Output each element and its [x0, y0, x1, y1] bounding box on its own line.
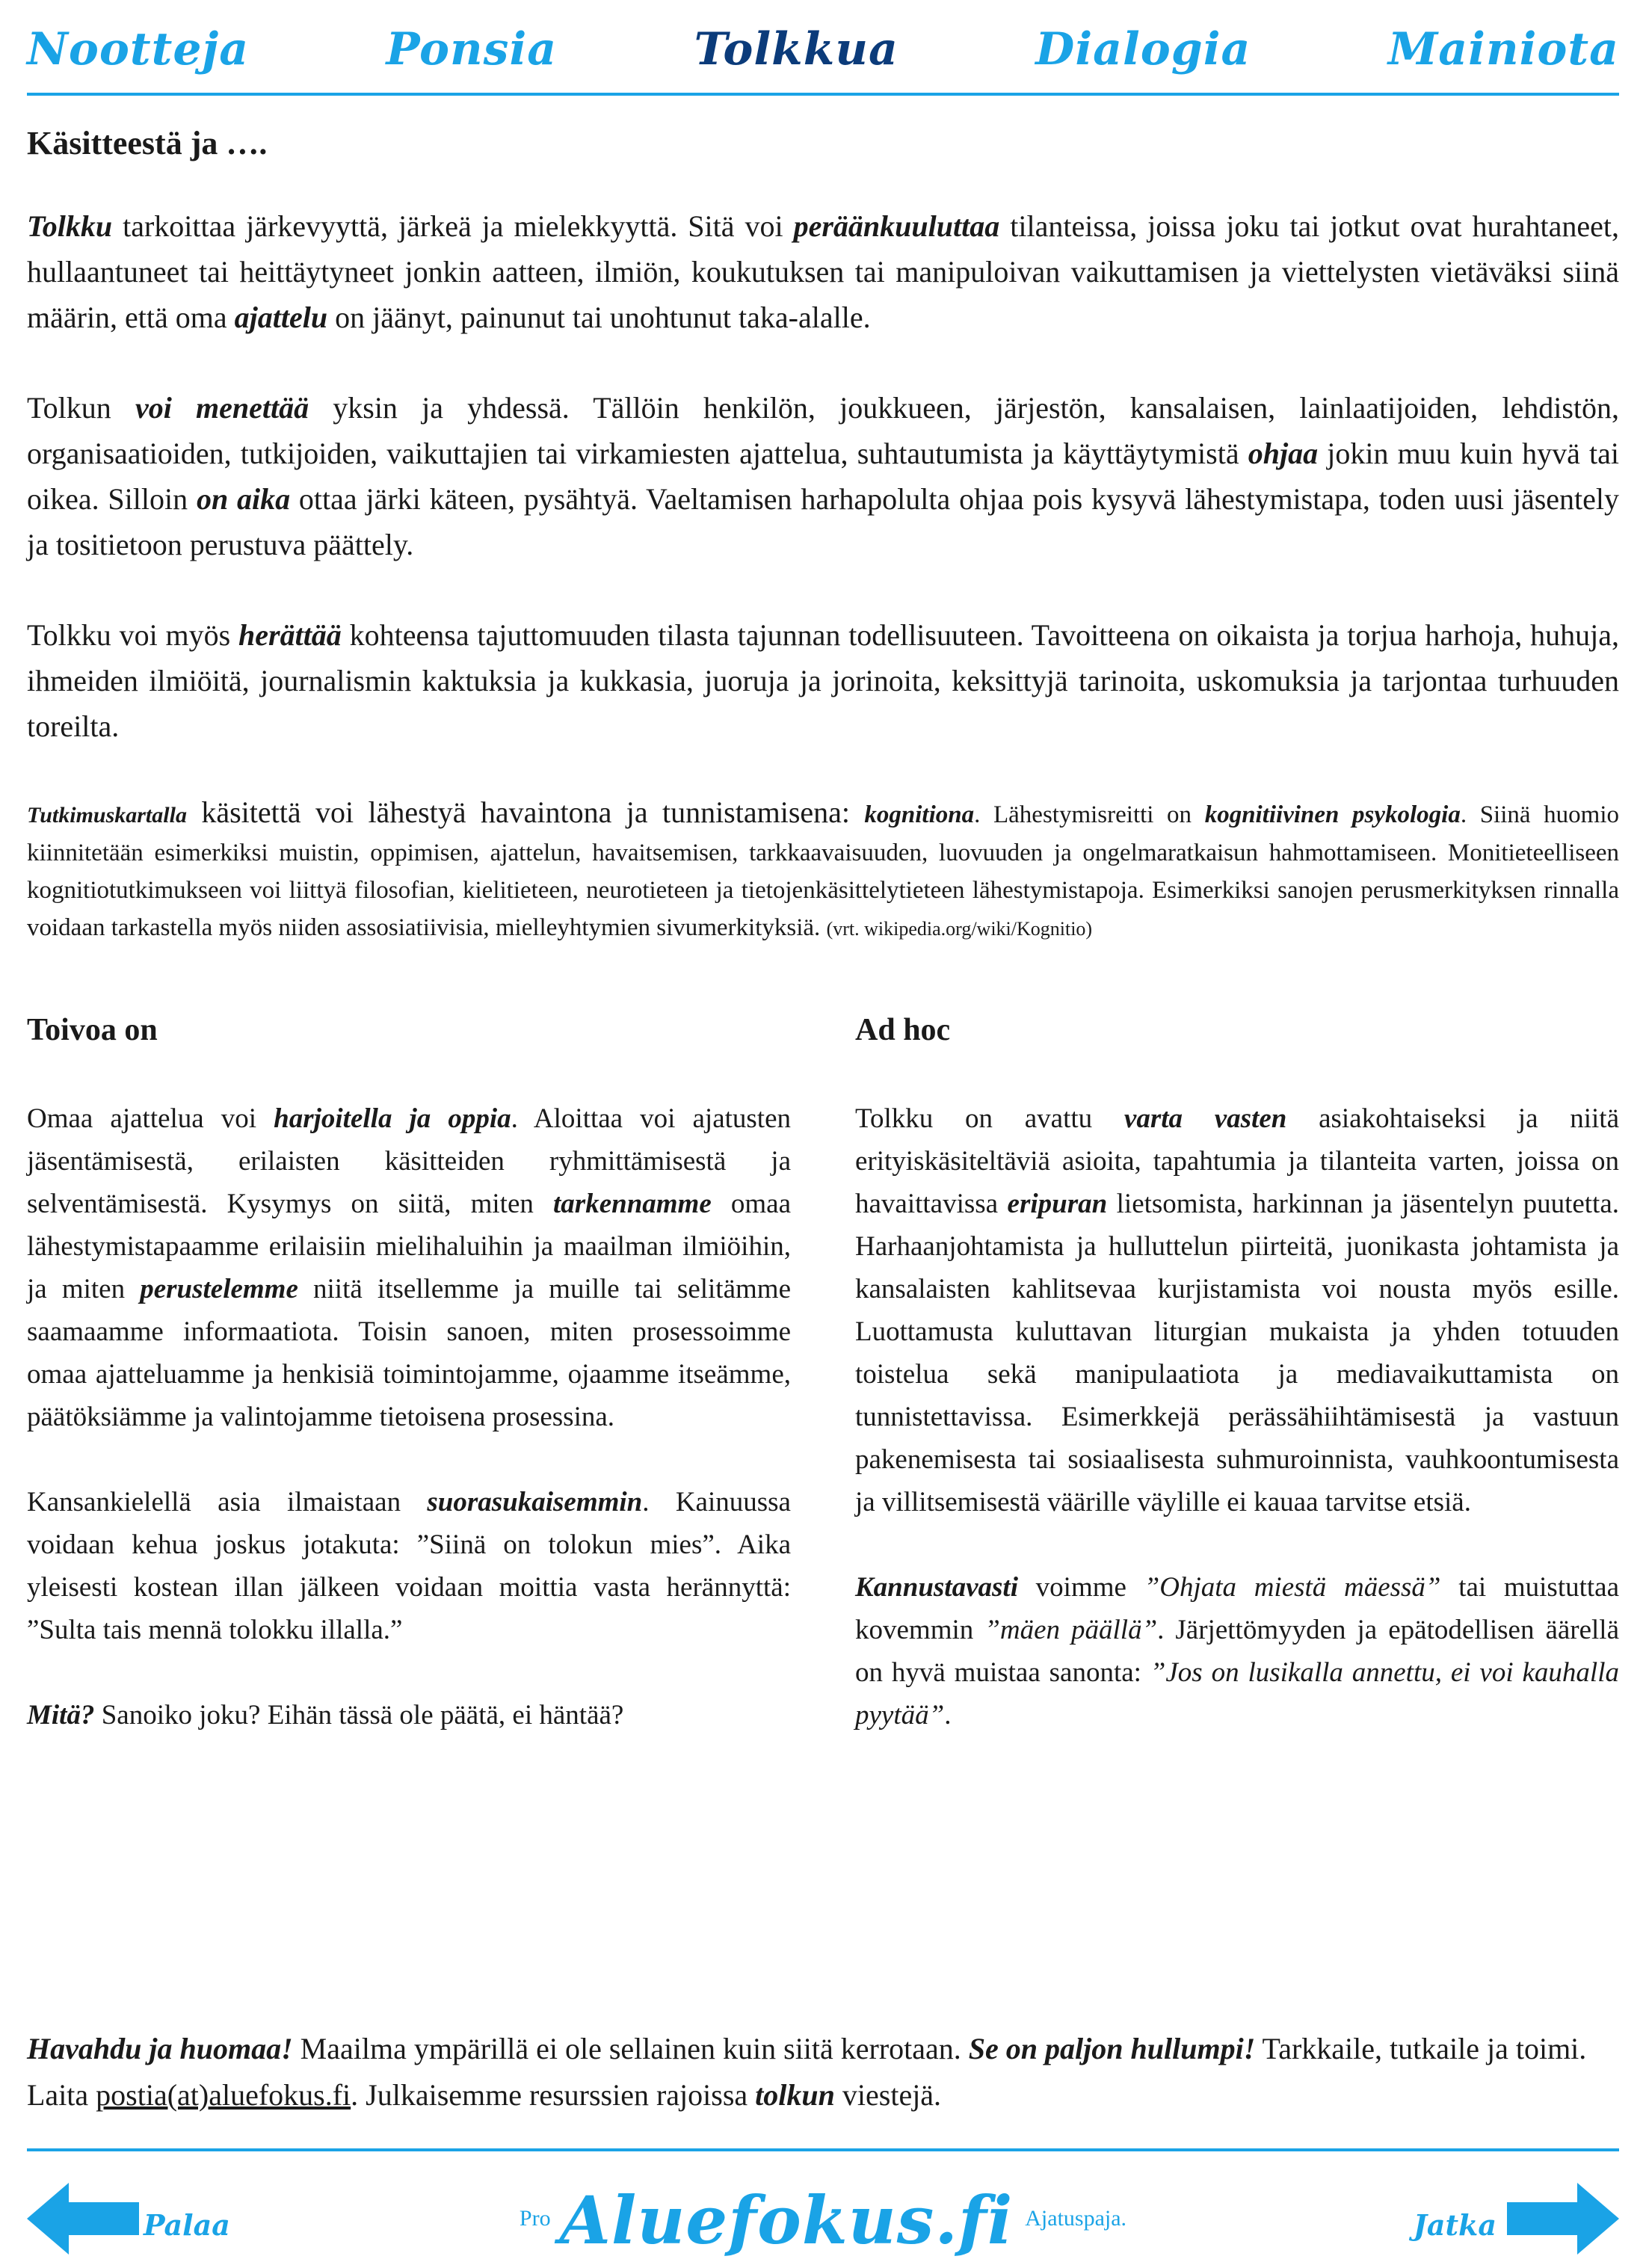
intro-paragraph-2 [27, 385, 1619, 567]
emphasis: Se on paljon hullumpi! [968, 2032, 1256, 2065]
text-span: . Siinä huomio kiinnitetään esimerkiksi muistin, oppimisen, ajattelun, havaitsemisen, tarkkaavaisuuden, luovuuden ja ongelmaratkaisun hahmottamiseen. Monitieteelliseen kognitiotutkimukseen voi liittyä filosofian, kielitieteen, neurotieteen ja tietojenkäsittelytieteen lähestymistapoja. Esimerkiksi sanojen perusmerkityksen rinnalla voidaan tarkastella myös niiden assosiatiivisia, mielleyhtymien sivumerkityksiä. [27, 801, 1619, 941]
email-link[interactable]: postia(at)aluefokus.fi [96, 2078, 351, 2112]
text-span: niitä itsellemme ja muille tai selitämme saamaamme informaatiota. Toisin sanoen, miten prosessoimme omaa ajatteluamme ja henkisiä toimintojamme, ojaamme itseämme, päätöksiämme ja valintojamme tietoisena prosessina. [27, 1274, 791, 1432]
text-span: yksin ja yhdessä. Tällöin henkilön, joukkueen, järjestön, kansalaisen, lainlaatijoiden, lehdistön, organisaatioiden, tutkijoiden, vaikuttajien tai virkamiesten ajattelua, suhtautumista ja käyttäytymistä [27, 391, 1619, 470]
text-span: Kansankielellä asia ilmaistaan [27, 1487, 428, 1517]
text-span: käsitettä voi lähestyä havaintona ja tunnistamisena: [186, 795, 865, 829]
emphasis: herättää [238, 618, 342, 652]
text-span: lietsomista, harkinnan ja jäsentelyn puutetta. Harhaanjohtamista ja hulluttelun piirteitä, juonikasta johtamista ja kansalaisten kahlitsevaa kurjistamista voi nousta myös esille. Luottamusta kuluttavan liturgian mukaista ja yhden totuuden toistelua sekä manipulaatiota ja mediavaikuttamista on tunnistettavissa. Esimerkkejä perässähiihtämisestä ja vastuun pakenemisesta tai sosiaalisesta suhmuroinnista, vauhkoontumisesta ja villitsemisestä väärille väylille ei kauaa tarvitse etsiä. [855, 1189, 1619, 1517]
right-column [855, 1009, 1619, 1737]
text-span: tarkoittaa järkevyyttä, järkeä ja mielekkyyttä. Sitä voi [112, 209, 794, 243]
text-span: Tolkku on avattu [855, 1103, 1124, 1134]
right-paragraph-2 [855, 1566, 1619, 1737]
intro-paragraph-3 [27, 612, 1619, 749]
top-nav [27, 19, 1619, 79]
text-span: . Lähestymisreitti on [974, 801, 1205, 828]
text-span: . Kainuussa voidaan kehua joskus jotakuta: ”Siinä on tolokun mies”. Aika yleisesti kostean illan jälkeen voidaan moittia vasta herännyttä: ”Sulta tais mennä tolokku illalla.” [27, 1487, 791, 1645]
nav-item-mainiota[interactable]: Mainiota [1387, 23, 1619, 76]
nav-item-nootteja[interactable]: Nootteja [27, 23, 250, 76]
back-link[interactable]: Palaa [144, 2208, 230, 2242]
left-paragraph-1 [27, 1097, 791, 1438]
emphasis: varta vasten [1123, 1103, 1287, 1134]
nav-item-tolkkua[interactable]: Tolkkua [694, 23, 898, 76]
emphasis: ohjaa [1248, 437, 1319, 470]
research-paragraph [27, 794, 1619, 948]
emphasis: Havahdu ja huomaa! [27, 2032, 293, 2065]
emphasis: Mitä? [27, 1700, 95, 1731]
text-span: viestejä. [834, 2078, 942, 2112]
page-title: Käsitteestä ja …. [27, 125, 268, 161]
emphasis: tarkennamme [553, 1189, 712, 1219]
text-span: voimme [1017, 1572, 1144, 1603]
text-span: Tolkku voi myös [27, 618, 239, 652]
emphasis: peräänkuuluttaa [793, 209, 1000, 243]
two-columns [27, 1009, 1619, 1737]
emphasis: Tutkimuskartalla [27, 803, 187, 828]
quote: ”Ohjata miestä mäessä” [1144, 1572, 1441, 1603]
quote: ”Jos on lusikalla annettu, ei voi kauhalla pyytää” [855, 1657, 1619, 1731]
emphasis: perustelemme [140, 1274, 298, 1304]
bottom-nav [27, 2181, 1619, 2259]
emphasis: ajattelu [234, 301, 328, 334]
text-span: . Aloittaa voi ajatusten jäsentämisestä, erilaisten käsitteiden ryhmittämisestä ja selventämisestä. Kysymys on siitä, miten [27, 1103, 792, 1219]
left-column-heading: Toivoa on [27, 1013, 158, 1047]
top-divider [27, 93, 1619, 96]
right-column-heading: Ad hoc [855, 1013, 951, 1047]
brand-pro: Pro [519, 2206, 551, 2231]
logo[interactable]: Aluefokus.fi [559, 2181, 1014, 2259]
text-span: kohteensa tajuttomuuden tilasta tajunnan todellisuuteen. Tavoitteena on oikaista ja torjua harhoja, huhuja, ihmeiden ilmiöitä, journalismin kaktuksia ja kukkasia, juoruja ja jorinoita, keksittyjä tarinoita, uskomuksia ja tarjontaa turhuuden toreilta. [27, 618, 1619, 743]
left-paragraph-3 [27, 1694, 791, 1737]
emphasis: eripuran [1007, 1189, 1108, 1219]
intro-paragraph-1 [27, 203, 1619, 340]
emphasis: Kannustavasti [855, 1572, 1018, 1603]
text-span: jokin muu kuin hyvä tai oikea. Silloin [27, 437, 1620, 516]
quote: ”mäen päällä” [984, 1615, 1158, 1645]
text-span: Maailma ympärillä ei ole sellainen kuin siitä kerrotaan. [292, 2032, 969, 2065]
text-span: . [944, 1700, 952, 1731]
brand [27, 2181, 1619, 2259]
text-span: . Julkaisemme resurssien rajoissa [351, 2078, 756, 2112]
right-paragraph-1 [855, 1097, 1619, 1523]
emphasis: voi menettää [135, 391, 309, 425]
reference: (vrt. wikipedia.org/wiki/Kognitio) [826, 918, 1093, 940]
text-span: Sanoiko joku? Eihän tässä ole päätä, ei häntää? [94, 1700, 624, 1731]
text-span: tai muistuttaa kovemmin [855, 1572, 1620, 1645]
bottom-divider [27, 2148, 1619, 2151]
text-span: Tarkkaile, tutkaile ja toimi. Laita [27, 2032, 1587, 2112]
emphasis: on aika [196, 482, 291, 516]
text-span: Omaa ajattelua voi [27, 1103, 274, 1134]
nav-item-ponsia[interactable]: Ponsia [386, 23, 558, 76]
text-span: ottaa järki käteen, pysähtyä. Vaeltamisen harhapolulta ohjaa pois kysyvä lähestymistapa, toden uusi jäsentely ja tositietoon perustuva päättely. [27, 482, 1619, 561]
brand-tagline: Ajatuspaja. [1025, 2206, 1127, 2231]
text-span: tilanteissa, joissa joku tai jotkut ovat hurahtaneet, hullaantuneet tai heittäytyneet jonkin aatteen, ilmiön, koukutuksen tai manipuloivan vaikuttamisen ja viettelysten vietäväksi siinä määrin, että oma [27, 209, 1620, 334]
emphasis: suorasukaisemmin [427, 1487, 643, 1517]
emphasis: harjoitella ja oppia [274, 1103, 511, 1134]
footer-message [27, 2026, 1619, 2118]
next-link[interactable]: Jatka [1413, 2208, 1496, 2242]
text-span: asiakohtaiseksi ja niitä erityiskäsiteltäviä asioita, tapahtumia ja tilanteita varten, joissa on havaittavissa [855, 1103, 1620, 1219]
arrow-right-icon[interactable] [1507, 2183, 1619, 2255]
left-column [27, 1009, 791, 1737]
emphasis: tolkun [755, 2078, 835, 2112]
left-paragraph-2 [27, 1481, 791, 1651]
text-span: on jäänyt, painunut tai unohtunut taka-alalle. [327, 301, 871, 334]
footer-paragraph [27, 2026, 1619, 2118]
text-span: omaa lähestymistapaamme erilaisiin mielihaluihin ja maailman ilmiöihin, ja miten [27, 1189, 792, 1304]
main-content [27, 123, 1619, 1737]
text-span: Tolkun [27, 391, 135, 425]
term-tolkku: Tolkku [27, 209, 113, 243]
emphasis: kognitiona [864, 801, 975, 828]
nav-item-dialogia[interactable]: Dialogia [1035, 23, 1251, 76]
emphasis: kognitiivinen psykologia [1204, 801, 1461, 828]
text-span: . Järjettömyyden ja epätodellisen äärellä on hyvä muistaa sanonta: [855, 1615, 1620, 1688]
